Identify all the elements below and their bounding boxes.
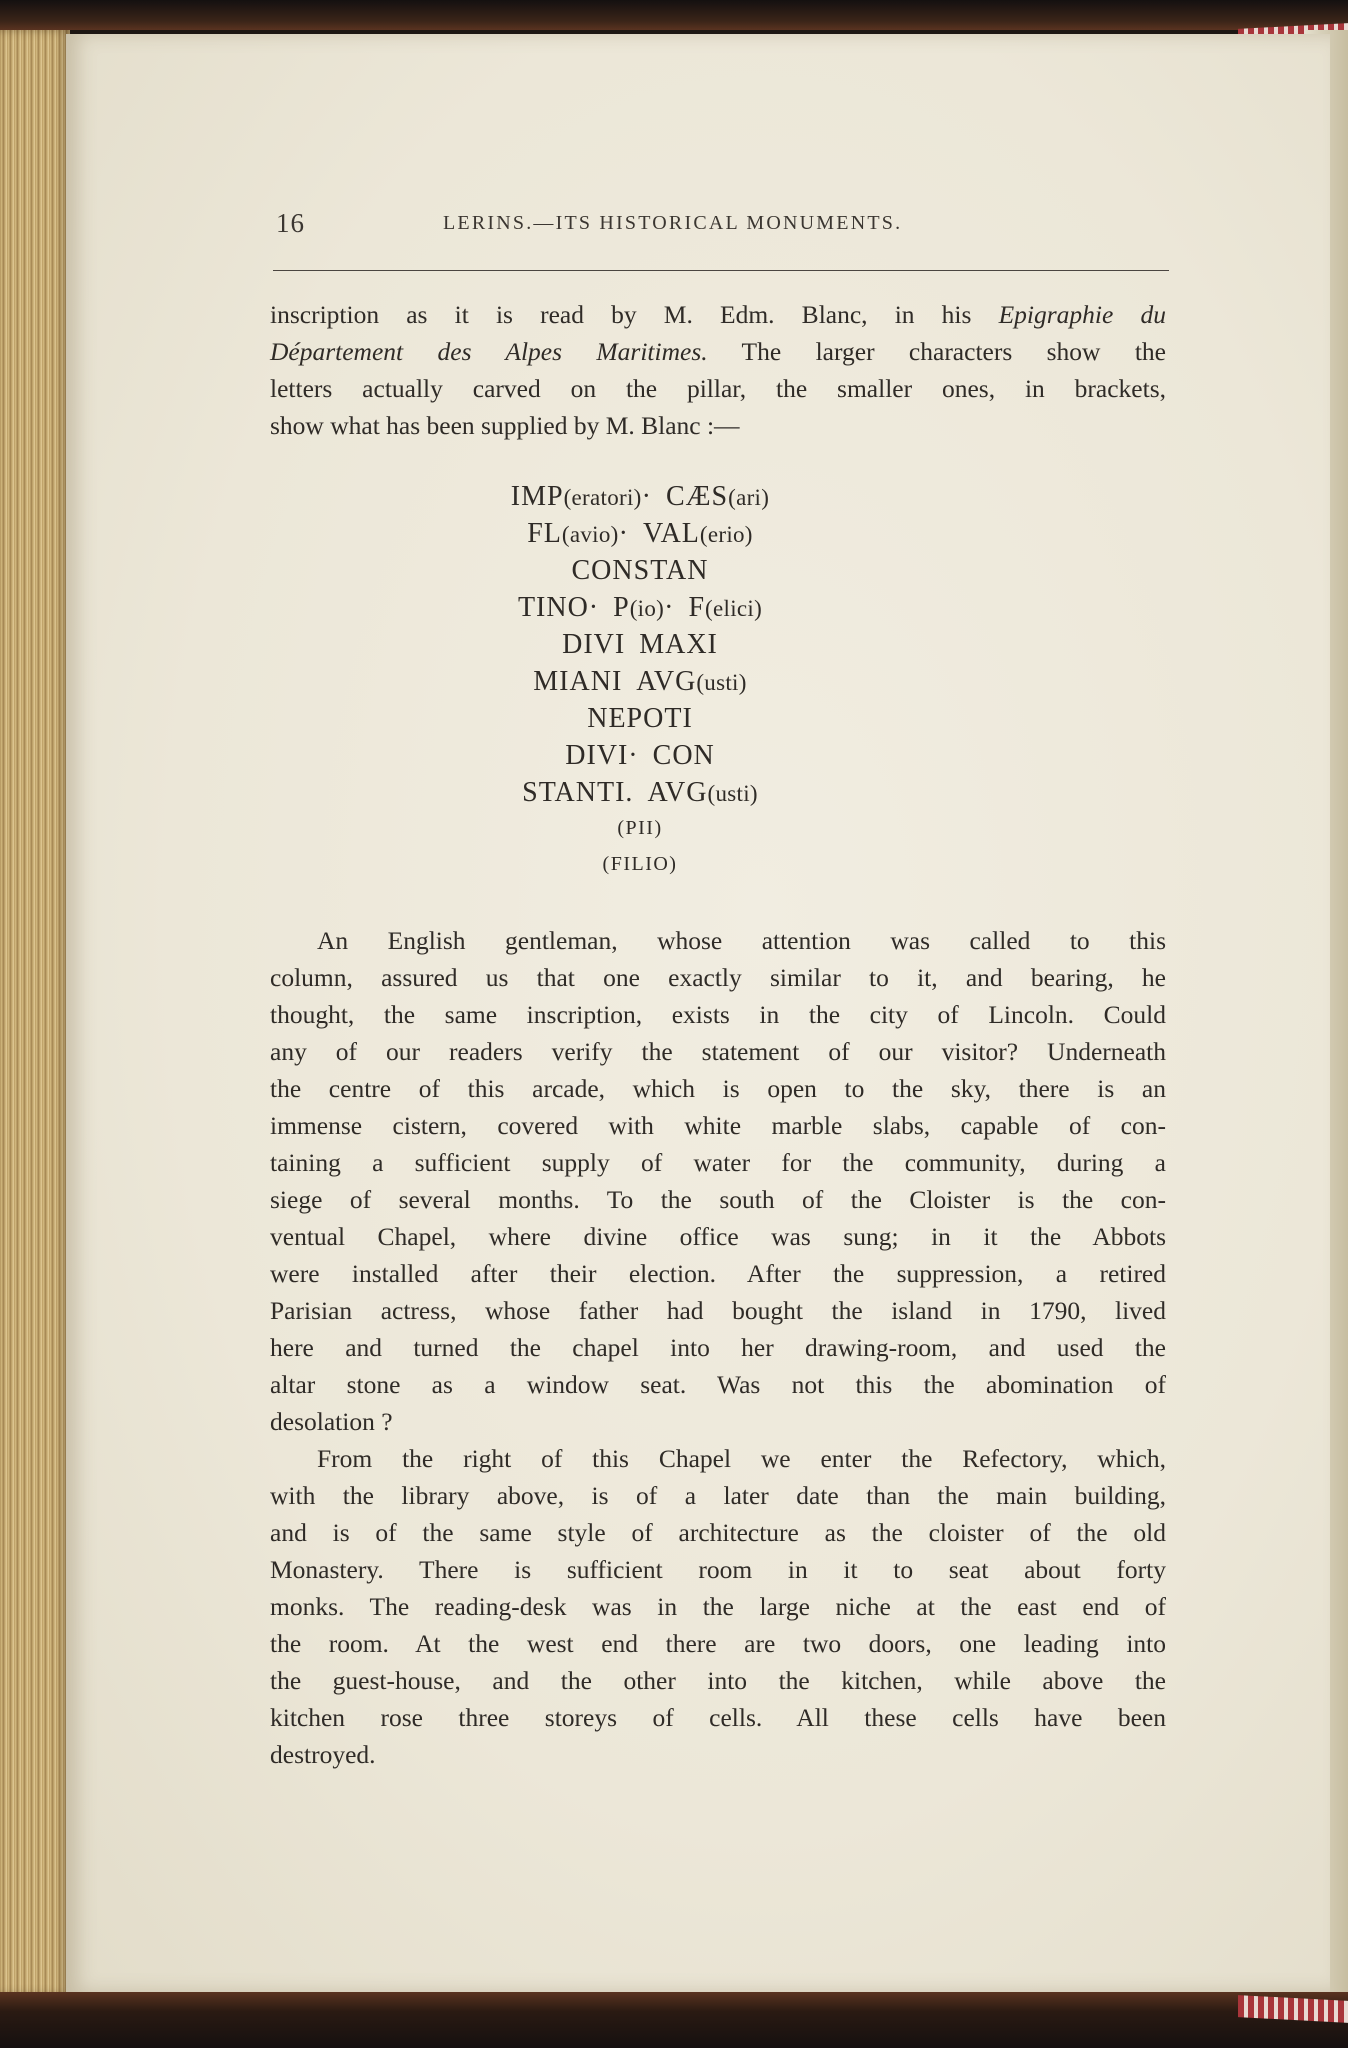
- inscription-line: [400, 668, 880, 696]
- inscription-line: [400, 705, 880, 733]
- book-cover-bottom: [0, 1992, 1348, 2048]
- inscription-carved: ·: [664, 592, 675, 623]
- body-line: Parisian actress, whose father had bought the island in 1790, lived: [270, 1296, 1166, 1325]
- inscription-line: [400, 557, 880, 585]
- inscription-tail-1: (PII): [617, 817, 663, 839]
- inscription-carved: FL: [527, 518, 562, 549]
- inscription-carved: F: [688, 592, 706, 623]
- body-line: here and turned the chapel into her drawing-room, and used the: [270, 1333, 1166, 1362]
- inscription-line: [400, 779, 880, 807]
- body-line: altar stone as a window seat. Was not this the abomination of: [270, 1370, 1166, 1399]
- inscription-supplied: (usti): [707, 781, 758, 806]
- inscription-supplied: (usti): [696, 670, 747, 695]
- inscription-supplied: (erio): [699, 522, 753, 547]
- intro-line-2: [270, 339, 1166, 365]
- inscription-line: [400, 483, 880, 511]
- page-edges: [0, 30, 70, 1995]
- body-line: monks. The reading-desk was in the large niche at the east end of: [270, 1592, 1166, 1621]
- body-line: destroyed.: [270, 1740, 376, 1769]
- body-line: ventual Chapel, where divine office was sung; in it the Abbots: [270, 1222, 1166, 1251]
- inscription-carved: MIANI: [533, 666, 623, 697]
- intro-text: inscription as it is read by M. Edm. Blanc, in his: [270, 300, 999, 329]
- book-title-italic: Epigraphie du: [998, 300, 1166, 329]
- running-header: [273, 208, 1169, 248]
- inscription-carved: TINO·: [517, 592, 600, 623]
- body-line: Monastery. There is sufficient room in it to seat about forty: [270, 1555, 1166, 1584]
- inscription-carved: VAL: [642, 518, 700, 549]
- inscription-carved: DIVI: [562, 629, 626, 660]
- header-rule: [273, 270, 1169, 271]
- inscription-carved: AVG: [636, 666, 697, 697]
- inscription-carved: STANTI.: [522, 777, 634, 808]
- inscription-carved: MAXI: [639, 629, 718, 660]
- inscription-carved: DIVI·: [565, 740, 639, 771]
- intro-line-4: show what has been supplied by M. Blanc :—: [270, 411, 740, 440]
- inscription-carved: CONSTAN: [571, 555, 709, 586]
- page-number: 16: [276, 208, 305, 238]
- inscription-line: [400, 631, 880, 659]
- body-line: immense cistern, covered with white marble slabs, capable of con-: [270, 1111, 1166, 1140]
- inscription-supplied: (io): [629, 596, 665, 621]
- inscription-carved: AVG: [647, 777, 708, 808]
- inscription-line: [400, 742, 880, 770]
- body-line: were installed after their election. After the suppression, a retired: [270, 1259, 1166, 1288]
- body-line: kitchen rose three storeys of cells. All these cells have been: [270, 1703, 1166, 1732]
- body-line: An English gentleman, whose attention was called to this: [317, 926, 1166, 955]
- intro-text: The larger characters show the: [707, 337, 1166, 366]
- inscription-supplied: (elici): [705, 596, 763, 621]
- book-title-italic: Département des Alpes Maritimes.: [270, 337, 708, 366]
- inscription-carved: NEPOTI: [587, 703, 693, 734]
- inscription-carved: CON: [652, 740, 715, 771]
- body-line: thought, the same inscription, exists in the city of Lincoln. Could: [270, 1000, 1166, 1029]
- inscription-line: [400, 520, 880, 548]
- inscription-carved: P: [613, 592, 630, 623]
- body-line: From the right of this Chapel we enter the Refectory, which,: [317, 1444, 1166, 1473]
- inscription-supplied: (eratori): [563, 485, 642, 510]
- inscription-carved: ·: [618, 518, 629, 549]
- intro-line-1: [270, 302, 1166, 328]
- inscription-supplied: (avio): [561, 522, 619, 547]
- body-line: siege of several months. To the south of the Cloister is the con-: [270, 1185, 1166, 1214]
- book-cover-top: [0, 0, 1348, 30]
- body-line: the room. At the west end there are two doors, one leading into: [270, 1629, 1166, 1658]
- body-line: desolation ?: [270, 1407, 393, 1436]
- running-title: LERINS.—ITS HISTORICAL MONUMENTS.: [443, 212, 903, 234]
- inscription-carved: ·: [641, 481, 652, 512]
- body-line: the guest-house, and the other into the kitchen, while above the: [270, 1666, 1166, 1695]
- inscription-line: [400, 594, 880, 622]
- body-line: taining a sufficient supply of water for the community, during a: [270, 1148, 1166, 1177]
- body-line: with the library above, is of a later date than the main building,: [270, 1481, 1166, 1510]
- inscription-carved: CÆS: [665, 481, 729, 512]
- body-line: column, assured us that one exactly similar to it, and bearing, he: [270, 963, 1166, 992]
- intro-line-3: letters actually carved on the pillar, the smaller ones, in brackets,: [270, 374, 1166, 403]
- body-line: and is of the same style of architecture as the cloister of the old: [270, 1518, 1166, 1547]
- body-line: the centre of this arcade, which is open to the sky, there is an: [270, 1074, 1166, 1103]
- body-line: any of our readers verify the statement of our visitor? Underneath: [270, 1037, 1166, 1066]
- inscription-carved: IMP: [510, 481, 564, 512]
- inscription-tail-2: (FILIO): [602, 853, 678, 875]
- inscription-supplied: (ari): [728, 485, 770, 510]
